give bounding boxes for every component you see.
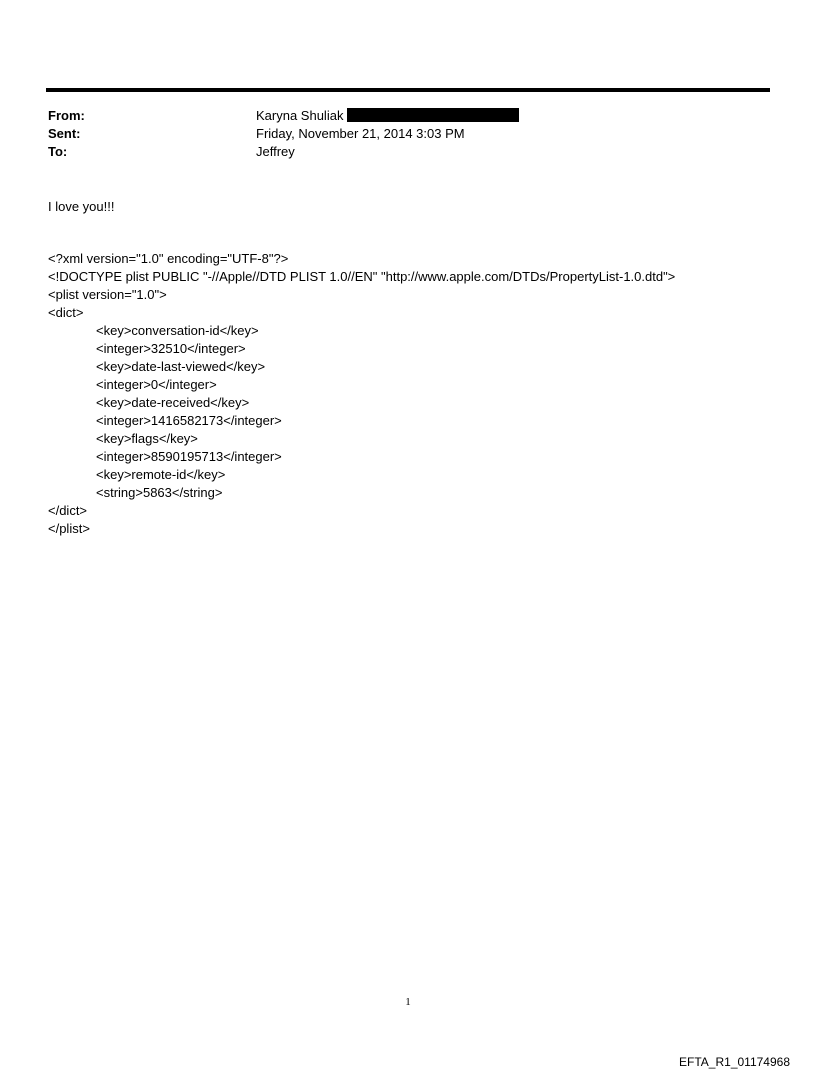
xml-line: <integer>0</integer> — [96, 377, 217, 392]
xml-line: <integer>8590195713</integer> — [96, 449, 282, 464]
xml-line: <key>date-received</key> — [96, 395, 250, 410]
from-label: From: — [48, 108, 85, 123]
page-number: 1 — [405, 996, 411, 1008]
to-label: To: — [48, 144, 68, 159]
xml-line: <dict> — [48, 305, 84, 320]
header-divider-rule — [46, 88, 770, 92]
to-row — [48, 143, 748, 161]
xml-line: </dict> — [48, 503, 88, 518]
xml-line: <plist version="1.0"> — [48, 287, 167, 302]
xml-line: <key>remote-id</key> — [96, 467, 226, 482]
from-value: Karyna Shuliak — [256, 108, 344, 123]
sent-row — [48, 125, 748, 143]
email-header — [48, 107, 748, 161]
bates-number: EFTA_R1_01174968 — [679, 1055, 790, 1069]
xml-line: <integer>1416582173</integer> — [96, 413, 282, 428]
xml-line: <!DOCTYPE plist PUBLIC "-//Apple//DTD PLIST 1.0//EN" "http://www.apple.com/DTDs/PropertyList-1.0.dtd"> — [48, 269, 676, 284]
xml-line: <?xml version="1.0" encoding="UTF-8"?> — [48, 251, 289, 266]
xml-line: <key>flags</key> — [96, 431, 198, 446]
xml-line: <string>5863</string> — [96, 485, 223, 500]
xml-line: <key>conversation-id</key> — [96, 323, 259, 338]
xml-line: </plist> — [48, 521, 90, 536]
from-row — [48, 107, 748, 125]
sent-value: Friday, November 21, 2014 3:03 PM — [256, 126, 465, 141]
redaction-bar — [347, 108, 519, 122]
email-body-text: I love you!!! — [48, 199, 115, 214]
sent-label: Sent: — [48, 126, 81, 141]
xml-line: <key>date-last-viewed</key> — [96, 359, 266, 374]
xml-line: <integer>32510</integer> — [96, 341, 246, 356]
to-value: Jeffrey — [256, 144, 295, 159]
from-value-wrapper — [256, 107, 519, 125]
xml-plist-block — [48, 250, 768, 538]
